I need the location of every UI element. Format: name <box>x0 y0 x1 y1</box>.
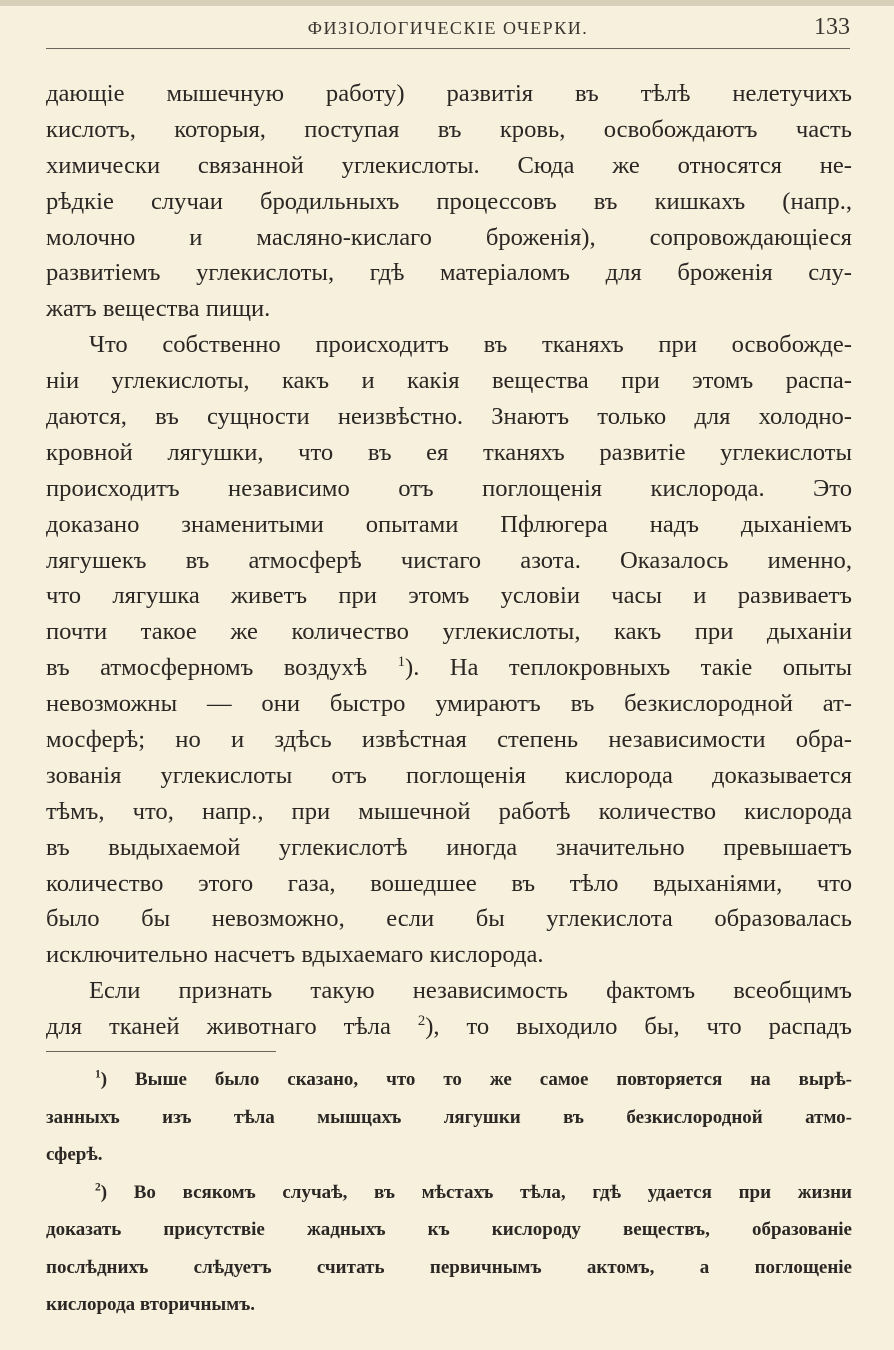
text-line <box>46 1009 852 1045</box>
top-edge <box>0 0 894 6</box>
text-segment: ) Во всякомъ случаѣ, въ мѣстахъ тѣла, гдѣ удается при жизни <box>100 1181 852 1203</box>
text-line: происходитъ независимо отъ поглощенія кислорода. Это <box>46 474 852 502</box>
text-line: даются, въ сущности неизвѣстно. Знаютъ только для холодно- <box>46 403 852 431</box>
footnote-2-mark: 2 <box>95 1181 101 1194</box>
text-line: лягушекъ въ атмосферѣ чистаго азота. Оказалось именно, <box>46 546 852 574</box>
footnote-1-mark: 1 <box>95 1068 101 1081</box>
text-line: тѣмъ, что, напр., при мышечной работѣ количество кислорода <box>46 797 852 825</box>
text-segment: ), то выходило бы, что распадъ <box>425 1013 853 1041</box>
text-segment: въ атмосферномъ воздухѣ <box>46 654 368 682</box>
text-line: кровной лягушки, что въ ея тканяхъ развитіе углекислоты <box>46 438 852 466</box>
text-line: молочно и масляно-кислаго броженія), сопровождающіеся <box>46 223 852 251</box>
text-line: ніи углекислоты, какъ и какія вещества при этомъ распа- <box>46 367 852 395</box>
text-line: Если признать такую независимость фактомъ всеобщимъ <box>89 977 852 1005</box>
text-line: исключительно насчетъ вдыхаемаго кислорода. <box>46 941 544 969</box>
text-line: жатъ вещества пищи. <box>46 295 271 323</box>
text-line: рѣдкіе случаи бродильныхъ процессовъ въ кишкахъ (напр., <box>46 187 852 215</box>
footnote-ref-1[interactable]: 1 <box>397 654 406 671</box>
page-number: 133 <box>814 14 850 40</box>
page-header <box>46 14 850 49</box>
text-line: зованія углекислоты отъ поглощенія кислорода доказывается <box>46 761 852 789</box>
footnotes <box>46 1061 852 1324</box>
footnote-2-line: послѣднихъ слѣдуетъ считать первичнымъ актомъ, а поглощеніе <box>46 1256 852 1278</box>
footnote-divider <box>46 1051 276 1052</box>
text-line: мосферѣ; но и здѣсь извѣстная степень независимости обра- <box>46 726 852 754</box>
footnote-2-line <box>46 1174 852 1212</box>
text-line: почти такое же количество углекислоты, какъ при дыханіи <box>46 618 852 646</box>
text-segment: ) Выше было сказано, что то же самое повторяется на вырѣ- <box>100 1069 852 1090</box>
footnote-2-line: доказать присутствіе жадныхъ къ кислороду веществъ, образованіе <box>46 1219 852 1240</box>
footnote-2-line: кислорода вторичнымъ. <box>46 1294 256 1315</box>
text-segment: ). На теплокровныхъ такіе опыты <box>405 654 852 682</box>
text-line: количество этого газа, вошедшее въ тѣло вдыханіями, что <box>46 869 852 897</box>
footnote-1-line <box>46 1061 852 1099</box>
text-line: развитіемъ углекислоты, гдѣ матеріаломъ для броженія слу- <box>46 259 852 287</box>
text-line: доказано знаменитыми опытами Пфлюгера надъ дыханіемъ <box>46 510 852 538</box>
text-line <box>46 650 852 686</box>
text-line: что лягушка живетъ при этомъ условіи часы и развиваетъ <box>46 582 852 610</box>
text-line: Что собственно происходитъ въ тканяхъ при освобожде- <box>89 331 852 359</box>
footnote-1-line: сферѣ. <box>46 1144 103 1165</box>
text-segment: для тканей животнаго тѣла <box>46 1013 391 1041</box>
text-line: химически связанной углекислоты. Сюда же относятся не- <box>46 151 852 179</box>
text-line: невозможны — они быстро умираютъ въ безкислородной ат- <box>46 690 852 718</box>
running-head: ФИЗІОЛОГИЧЕСКІЕ ОЧЕРКИ. <box>307 18 589 38</box>
footnote-1-line: занныхъ изъ тѣла мышцахъ лягушки въ безкислородной атмо- <box>46 1106 852 1128</box>
footnote-ref-2[interactable]: 2 <box>417 1012 426 1029</box>
text-line: кислотъ, которыя, поступая въ кровь, освобождаютъ часть <box>46 115 852 143</box>
text-line: въ выдыхаемой углекислотѣ иногда значительно превышаетъ <box>46 833 852 861</box>
text-line: дающіе мышечную работу) развитія въ тѣлѣ нелетучихъ <box>46 80 852 107</box>
text-line: было бы невозможно, если бы углекислота образовалась <box>46 905 852 933</box>
main-text <box>46 76 852 1045</box>
